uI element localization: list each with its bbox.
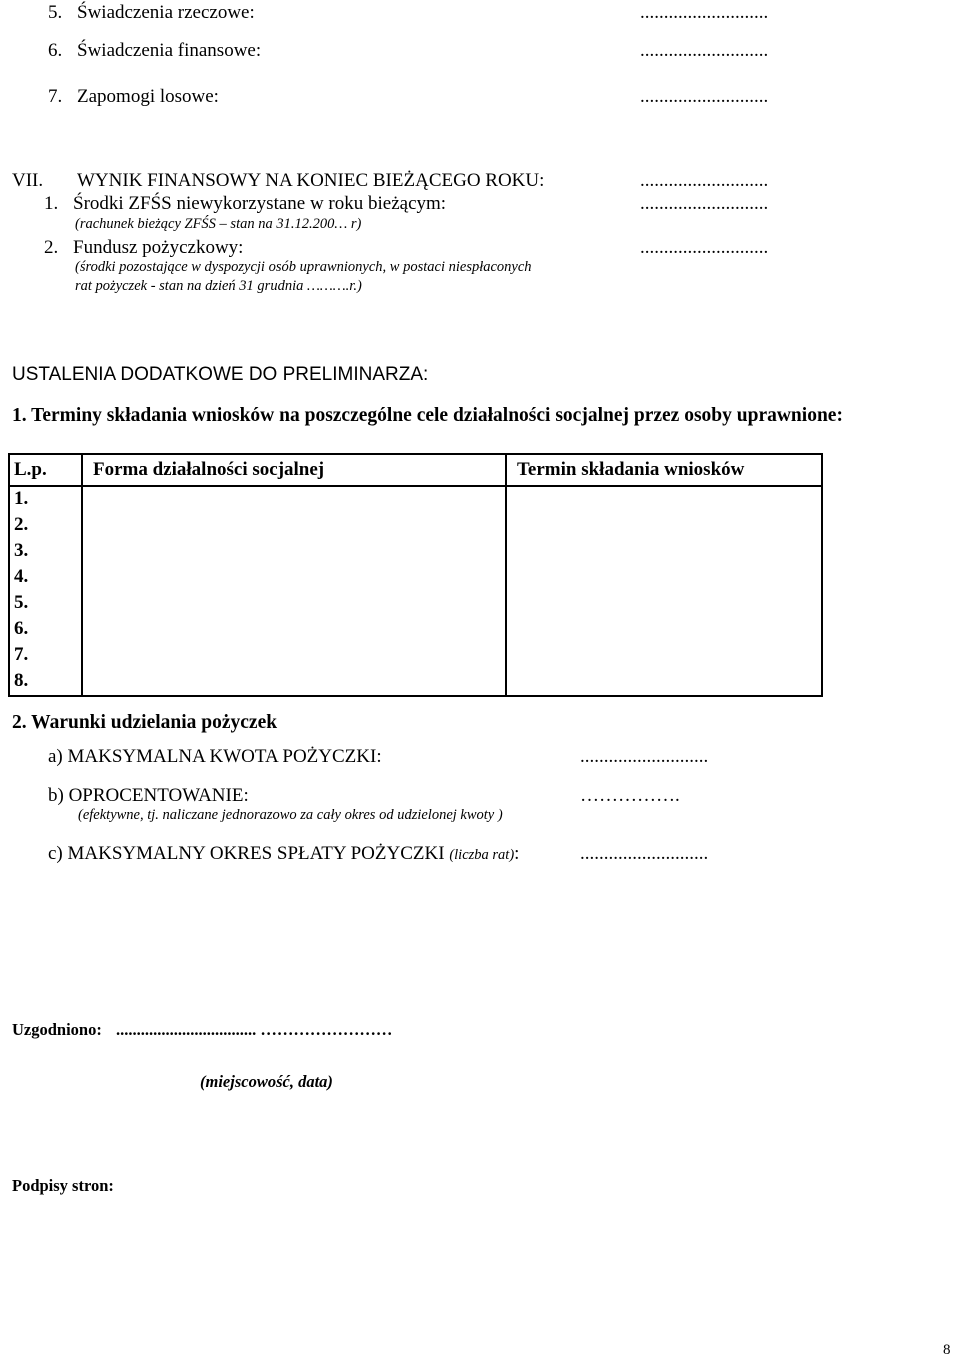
table-cell-deadline[interactable] bbox=[506, 591, 822, 617]
table-cell-deadline[interactable] bbox=[506, 565, 822, 591]
table-cell-form[interactable] bbox=[82, 539, 506, 565]
ustalenia-point-1: 1. Terminy składania wniosków na poszczególne cele działalności socjalnej przez osoby uprawnione: bbox=[12, 405, 843, 426]
table-cell-deadline[interactable] bbox=[506, 669, 822, 696]
section-vii-item1 bbox=[44, 193, 446, 215]
item-number: 1. bbox=[44, 193, 59, 214]
table-cell-form[interactable] bbox=[82, 669, 506, 696]
deadlines-table bbox=[8, 453, 823, 697]
list-item-number: 7. bbox=[48, 86, 63, 107]
table-row bbox=[9, 565, 822, 591]
table-row-number: 1. bbox=[9, 486, 82, 513]
table-row-number: 5. bbox=[9, 591, 82, 617]
section-vii-number: VII. bbox=[12, 170, 44, 191]
table-row bbox=[9, 539, 822, 565]
loan-item-c-colon: : bbox=[514, 843, 520, 864]
table-row-number: 4. bbox=[9, 565, 82, 591]
item-label: Fundusz pożyczkowy: bbox=[73, 237, 244, 258]
table-cell-form[interactable] bbox=[82, 591, 506, 617]
list-item-dots: ........................... bbox=[640, 40, 769, 61]
table-row-number: 7. bbox=[9, 643, 82, 669]
table-header-lp: L.p. bbox=[9, 454, 82, 486]
item-note: (środki pozostające w dyspozycji osób uprawnionych, w postaci niespłaconych bbox=[75, 259, 532, 275]
section-vii-title: WYNIK FINANSOWY NA KONIEC BIEŻĄCEGO ROKU: bbox=[77, 170, 545, 191]
table-cell-form[interactable] bbox=[82, 513, 506, 539]
table-cell-form[interactable] bbox=[82, 643, 506, 669]
list-item-number: 6. bbox=[48, 40, 63, 61]
table-header-row bbox=[9, 454, 822, 486]
loan-item-c bbox=[48, 843, 519, 865]
table-row bbox=[9, 669, 822, 696]
table-cell-deadline[interactable] bbox=[506, 486, 822, 513]
loan-item-b: b) OPROCENTOWANIE: bbox=[48, 785, 249, 806]
item-dots: ........................... bbox=[640, 193, 769, 214]
loan-item-c-label: c) MAKSYMALNY OKRES SPŁATY POŻYCZKI bbox=[48, 843, 445, 864]
list-item-dots: ........................... bbox=[640, 2, 769, 23]
loan-item-b-note: (efektywne, tj. naliczane jednorazowo za cały okres od udzielonej kwoty ) bbox=[78, 807, 503, 823]
item-dots: ........................... bbox=[640, 237, 769, 258]
table-cell-deadline[interactable] bbox=[506, 643, 822, 669]
loan-item-c-note: (liczba rat) bbox=[449, 847, 515, 863]
list-item-label: Zapomogi losowe: bbox=[77, 86, 219, 107]
loan-item-a: a) MAKSYMALNA KWOTA POŻYCZKI: bbox=[48, 746, 382, 767]
item-note: (rachunek bieżący ZFŚS – stan na 31.12.200… r) bbox=[75, 216, 362, 232]
table-cell-form[interactable] bbox=[82, 617, 506, 643]
table-row bbox=[9, 617, 822, 643]
table-row-number: 2. bbox=[9, 513, 82, 539]
table-row-number: 6. bbox=[9, 617, 82, 643]
table-cell-deadline[interactable] bbox=[506, 539, 822, 565]
ustalenia-heading: USTALENIA DODATKOWE DO PRELIMINARZA: bbox=[12, 364, 429, 385]
loan-item-c-dots: ........................... bbox=[580, 843, 709, 864]
list-item-7 bbox=[48, 86, 219, 108]
section-vii-item2 bbox=[44, 237, 243, 259]
list-item-6 bbox=[48, 40, 261, 62]
table-cell-form[interactable] bbox=[82, 565, 506, 591]
table-row bbox=[9, 513, 822, 539]
place-date-caption: (miejscowość, data) bbox=[200, 1072, 333, 1091]
item-note: rat pożyczek - stan na dzień 31 grudnia ……….r.) bbox=[75, 278, 362, 294]
table-cell-deadline[interactable] bbox=[506, 617, 822, 643]
list-item-label: Świadczenia finansowe: bbox=[77, 40, 262, 61]
table-row-number: 3. bbox=[9, 539, 82, 565]
table-row bbox=[9, 643, 822, 669]
loan-item-b-dots: ……………. bbox=[580, 785, 680, 806]
table-header-deadline: Termin składania wniosków bbox=[506, 454, 822, 486]
loan-item-a-dots: ........................... bbox=[580, 746, 709, 767]
loan-heading: 2. Warunki udzielania pożyczek bbox=[12, 712, 278, 733]
item-number: 2. bbox=[44, 237, 59, 258]
section-vii-dots: ........................... bbox=[640, 170, 769, 191]
table-cell-form[interactable] bbox=[82, 486, 506, 513]
item-label: Środki ZFŚS niewykorzystane w roku bieżącym: bbox=[73, 193, 447, 214]
list-item-number: 5. bbox=[48, 2, 63, 23]
table-row-number: 8. bbox=[9, 669, 82, 696]
table-row bbox=[9, 591, 822, 617]
list-item-dots: ........................... bbox=[640, 86, 769, 107]
signatures-label: Podpisy stron: bbox=[12, 1176, 114, 1195]
table-header-form: Forma działalności socjalnej bbox=[82, 454, 506, 486]
uzgodniono-label: Uzgodniono: bbox=[12, 1020, 102, 1039]
list-item-label: Świadczenia rzeczowe: bbox=[77, 2, 255, 23]
uzgodniono-dots: .................................. …………………… bbox=[116, 1020, 393, 1039]
table-cell-deadline[interactable] bbox=[506, 513, 822, 539]
list-item-5 bbox=[48, 2, 255, 24]
table-row bbox=[9, 486, 822, 513]
page-number: 8 bbox=[943, 1342, 951, 1358]
